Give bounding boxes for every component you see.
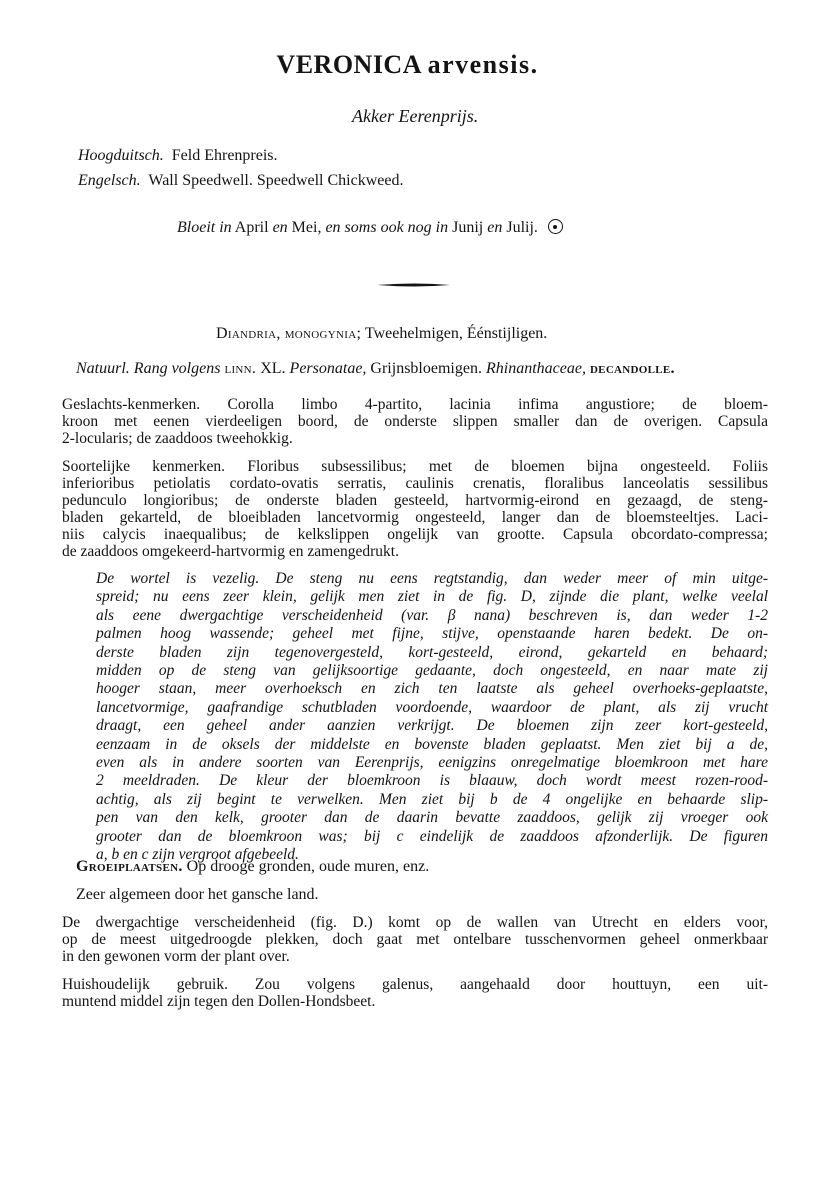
description-line: lancetvormige, gaafrandige schutbladen voordoende, waardoor de plant, als zij vrucht — [96, 698, 768, 716]
description-line: midden op de steng van gelijksoortige gedaante, doch ongesteeld, en naar mate zij — [96, 662, 768, 680]
name-german — [78, 147, 278, 165]
rank-author: decandolle. — [589, 360, 675, 377]
name-german-lang: Hoogduitsch. — [78, 147, 164, 164]
bloom-text: en — [487, 219, 503, 236]
description-line: even als in andere soorten van Eerenprijs, eenigzins onregelmatige bloemkroon met hare — [96, 754, 768, 772]
class-dutch: Tweehelmigen, Éénstijligen. — [364, 325, 548, 342]
annual-symbol-icon — [548, 219, 563, 234]
rank-dutch: Grijnsbloemigen. — [370, 360, 482, 377]
name-english-value: Wall Speedwell. Speedwell Chickweed. — [148, 172, 404, 189]
bloom-month: Mei, — [291, 219, 322, 236]
divider-ornament — [378, 283, 450, 287]
class-monogynia: monogynia; — [284, 325, 362, 342]
paragraph-line: pedunculo longioribus; de onderste bladen gesteeld, hartvormig-eirond en gezaagd, de steng- — [62, 492, 768, 509]
classification-line — [216, 325, 547, 343]
natural-rank-line — [76, 360, 675, 378]
description-line: als eene dwergachtige verscheidenheid (var. β nana) beschreven is, dan weder 1-2 — [96, 606, 768, 624]
description-line: spreid; nu eens zeer klein, gelijk men ziet in de fig. D, zijnde die plant, welke veelal — [96, 588, 768, 606]
paragraph-line: muntend middel zijn tegen den Dollen-Hondsbeet. — [62, 993, 376, 1010]
plant-description — [96, 570, 768, 865]
species-characteristics — [62, 458, 768, 560]
habitat-label: Groeiplaatsen. — [76, 858, 183, 875]
habitat-line — [76, 858, 429, 876]
bloom-text: en soms ook nog in — [325, 219, 449, 236]
distribution-line: Zeer algemeen door het gansche land. — [76, 886, 319, 903]
paragraph-line: Geslachts-kenmerken. Corolla limbo 4-partito, lacinia infima angustiore; de bloem- — [62, 396, 768, 413]
description-line: palmen hoog wassende; geheel met fijne, stijve, openstaande haren bedekt. De on- — [96, 625, 768, 643]
description-line: eenzaam in de oksels der middelste en bovenste bladen geplaatst. Men ziet bij a de, — [96, 735, 768, 753]
dwarf-variety-note — [62, 914, 768, 965]
paragraph-line: in den gewonen vorm der plant over. — [62, 948, 290, 965]
paragraph-line: kroon met eenen vierdeeligen boord, de onderste slippen smaller dan de overigen. Capsula — [62, 413, 768, 430]
genus-characteristics — [62, 396, 768, 447]
rank-author: linn. — [224, 360, 257, 377]
paragraph-line: inferioribus petiolatis cordato-ovatis serratis, caulinis crenatis, floralibus lanceolatis sessilibus — [62, 475, 768, 492]
description-line: hooger staan, meer overhoeksch en zich ten laatste als geheel overhoeks-geplaatste, — [96, 680, 768, 698]
page-subtitle: Akker Eerenprijs. — [352, 106, 479, 126]
bloom-month: Julij. — [506, 219, 538, 236]
bloom-text: Bloeit in — [177, 219, 232, 236]
name-english-lang: Engelsch. — [78, 172, 141, 189]
paragraph-line: Soortelijke kenmerken. Floribus subsessilibus; met de bloemen bijna ongesteeld. Foliis — [62, 458, 768, 475]
paragraph-line: Huishoudelijk gebruik. Zou volgens galenus, aangehaald door houttuyn, een uit- — [62, 976, 768, 993]
bloom-month: Junij — [452, 219, 484, 236]
paragraph-line: op de meest uitgedroogde plekken, doch gaat met ontelbare tusschenvormen geheel onmerkbaar — [62, 931, 768, 948]
paragraph-line: niis calycis inaequalibus; de kelkslippen ongelijk van grootte. Capsula obcordato-compressa; — [62, 526, 768, 543]
paragraph-line: De dwergachtige verscheidenheid (fig. D.) komt op de wallen van Utrecht en elders voor, — [62, 914, 768, 931]
paragraph-line: bladen gekarteld, de bloeibladen lancetvormig ongesteeld, langer dan de bloemsteeltjes. Laci- — [62, 509, 768, 526]
description-line: De wortel is vezelig. De steng nu eens regtstandig, dan weder meer of min uitge- — [96, 570, 768, 587]
description-line: achtig, als zij begint te verwelken. Men ziet bij b de 4 ongelijke en behaarde slip- — [96, 790, 768, 808]
rank-number: XL. — [260, 360, 286, 377]
habitat-text: Op drooge gronden, oude muren, enz. — [186, 858, 430, 875]
description-line: derste bladen zijn tegenovergesteld, kort-gesteeld, eirond, gekarteld en behaard; — [96, 643, 768, 661]
title-species: arvensis. — [427, 50, 539, 79]
bloom-line — [177, 219, 563, 237]
description-line: 2 meeldraden. De kleur der bloemkroon is blaauw, doch wordt meest rozen-rood- — [96, 772, 768, 790]
description-line: grooter dan de bloemkroon was; bij c eindelijk de zaaddoos afzonderlijk. De figuren — [96, 827, 768, 845]
paragraph-line: 2-locularis; de zaaddoos tweehokkig. — [62, 430, 293, 447]
description-line: a, b en c zijn vergroot afgebeeld. — [96, 846, 299, 864]
rank-family: Rhinanthaceae, — [485, 360, 586, 377]
rank-order: Personatae, — [289, 360, 367, 377]
paragraph-line: de zaaddoos omgekeerd-hartvormig en zamengedrukt. — [62, 543, 399, 560]
bloom-month: April — [234, 219, 269, 236]
description-line: draagt, een geheel ander aanzien verkrijgt. De bloemen zijn zeer kort-gesteeld, — [96, 717, 768, 735]
rank-text: Natuurl. Rang volgens — [76, 360, 221, 377]
class-diandria: Diandria, — [216, 325, 281, 342]
name-english — [78, 172, 403, 190]
name-german-value: Feld Ehrenpreis. — [171, 147, 278, 164]
household-use — [62, 976, 768, 1010]
bloom-text: en — [272, 219, 288, 236]
page-title — [0, 50, 815, 80]
title-genus: VERONICA — [276, 50, 421, 79]
description-line: pen van den kelk, grooter dan de daarin bevatte zaaddoos, gelijk zij vroeger ook — [96, 809, 768, 827]
